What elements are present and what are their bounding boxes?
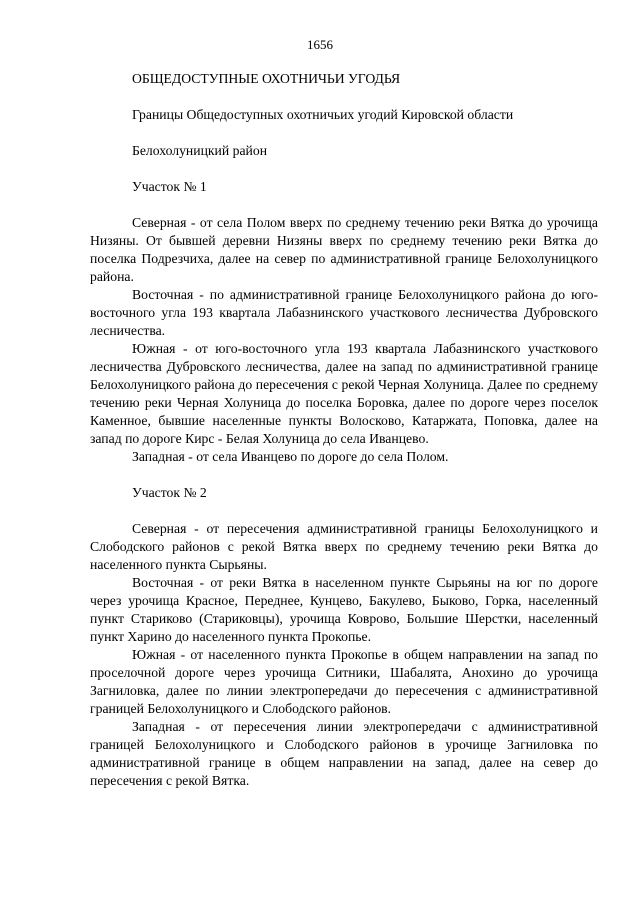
document-body: [90, 70, 598, 790]
plot-1-south-boundary: Южная - от юго-восточного угла 193 квартала Лабазнинского участкового лесничества Дубровского лесничества, далее на запад по административной границе Белохолуницкого района до пересечения с рекой Черная Холуница. Далее по среднему течению реки Черная Холуница до поселка Боровка, далее по дороге через поселок Каменное, бывшие населенные пункты Волосково, Катаржата, Поповка, далее на запад по дороге Кирс - Белая Холуница до села Иванцево.: [90, 341, 598, 446]
plot-1-east-boundary: Восточная - по административной границе Белохолуницкого района до юго-восточного угла 193 квартала Лабазнинского участкового лесничества Дубровского лесничества.: [90, 287, 598, 338]
plot-2-north-boundary: Северная - от пересечения административной границы Белохолуницкого и Слободского районов с рекой Вятка вверх по среднему течению реки Вятка до населенного пункта Сырьяны.: [90, 521, 598, 572]
plot-1-boundaries: [90, 214, 598, 466]
plot-1-title: Участок № 1: [132, 179, 207, 194]
plot-2-west-boundary: Западная - от пересечения линии электропередачи с административной границей Белохолуницкого и Слободского районов в урочище Загниловка по административной границе в общем направлении на запад, далее на север до пересечения с рекой Вятка.: [90, 719, 598, 788]
plot-2-south-boundary: Южная - от населенного пункта Прокопье в общем направлении на запад по проселочной дороге через урочища Ситники, Шабалята, Анохино до урочища Загниловка, далее по линии электропередачи до пересечения с административной границей Белохолуницкого и Слободского районов.: [90, 647, 598, 716]
page-number: 1656: [307, 37, 333, 52]
plot-2-title: Участок № 2: [132, 485, 207, 500]
plot-2-east-boundary: Восточная - от реки Вятка в населенном пункте Сырьяны на юг по дороге через урочища Красное, Переднее, Кунцево, Бакулево, Быково, Горка, населенный пункт Стариково (Стариковцы), урочища Коврово, Большие Шерстки, населенный пункт Харино до населенного пункта Прокопье.: [90, 575, 598, 644]
district-heading: Белохолуницкий район: [132, 143, 268, 158]
plot-1-north-boundary: Северная - от села Полом вверх по среднему течению реки Вятка до урочища Низяны. От бывшей деревни Низяны вверх по среднему течению реки Вятка до поселка Подрезчиха, далее на север по административной границе Белохолуницкого района.: [90, 215, 598, 284]
plot-2-boundaries: [90, 520, 598, 790]
plot-1-west-boundary: Западная - от села Иванцево по дороге до села Полом.: [132, 449, 449, 464]
document-title: ОБЩЕДОСТУПНЫЕ ОХОТНИЧЬИ УГОДЬЯ: [132, 71, 401, 86]
document-subtitle: Границы Общедоступных охотничьих угодий Кировской области: [132, 107, 514, 122]
